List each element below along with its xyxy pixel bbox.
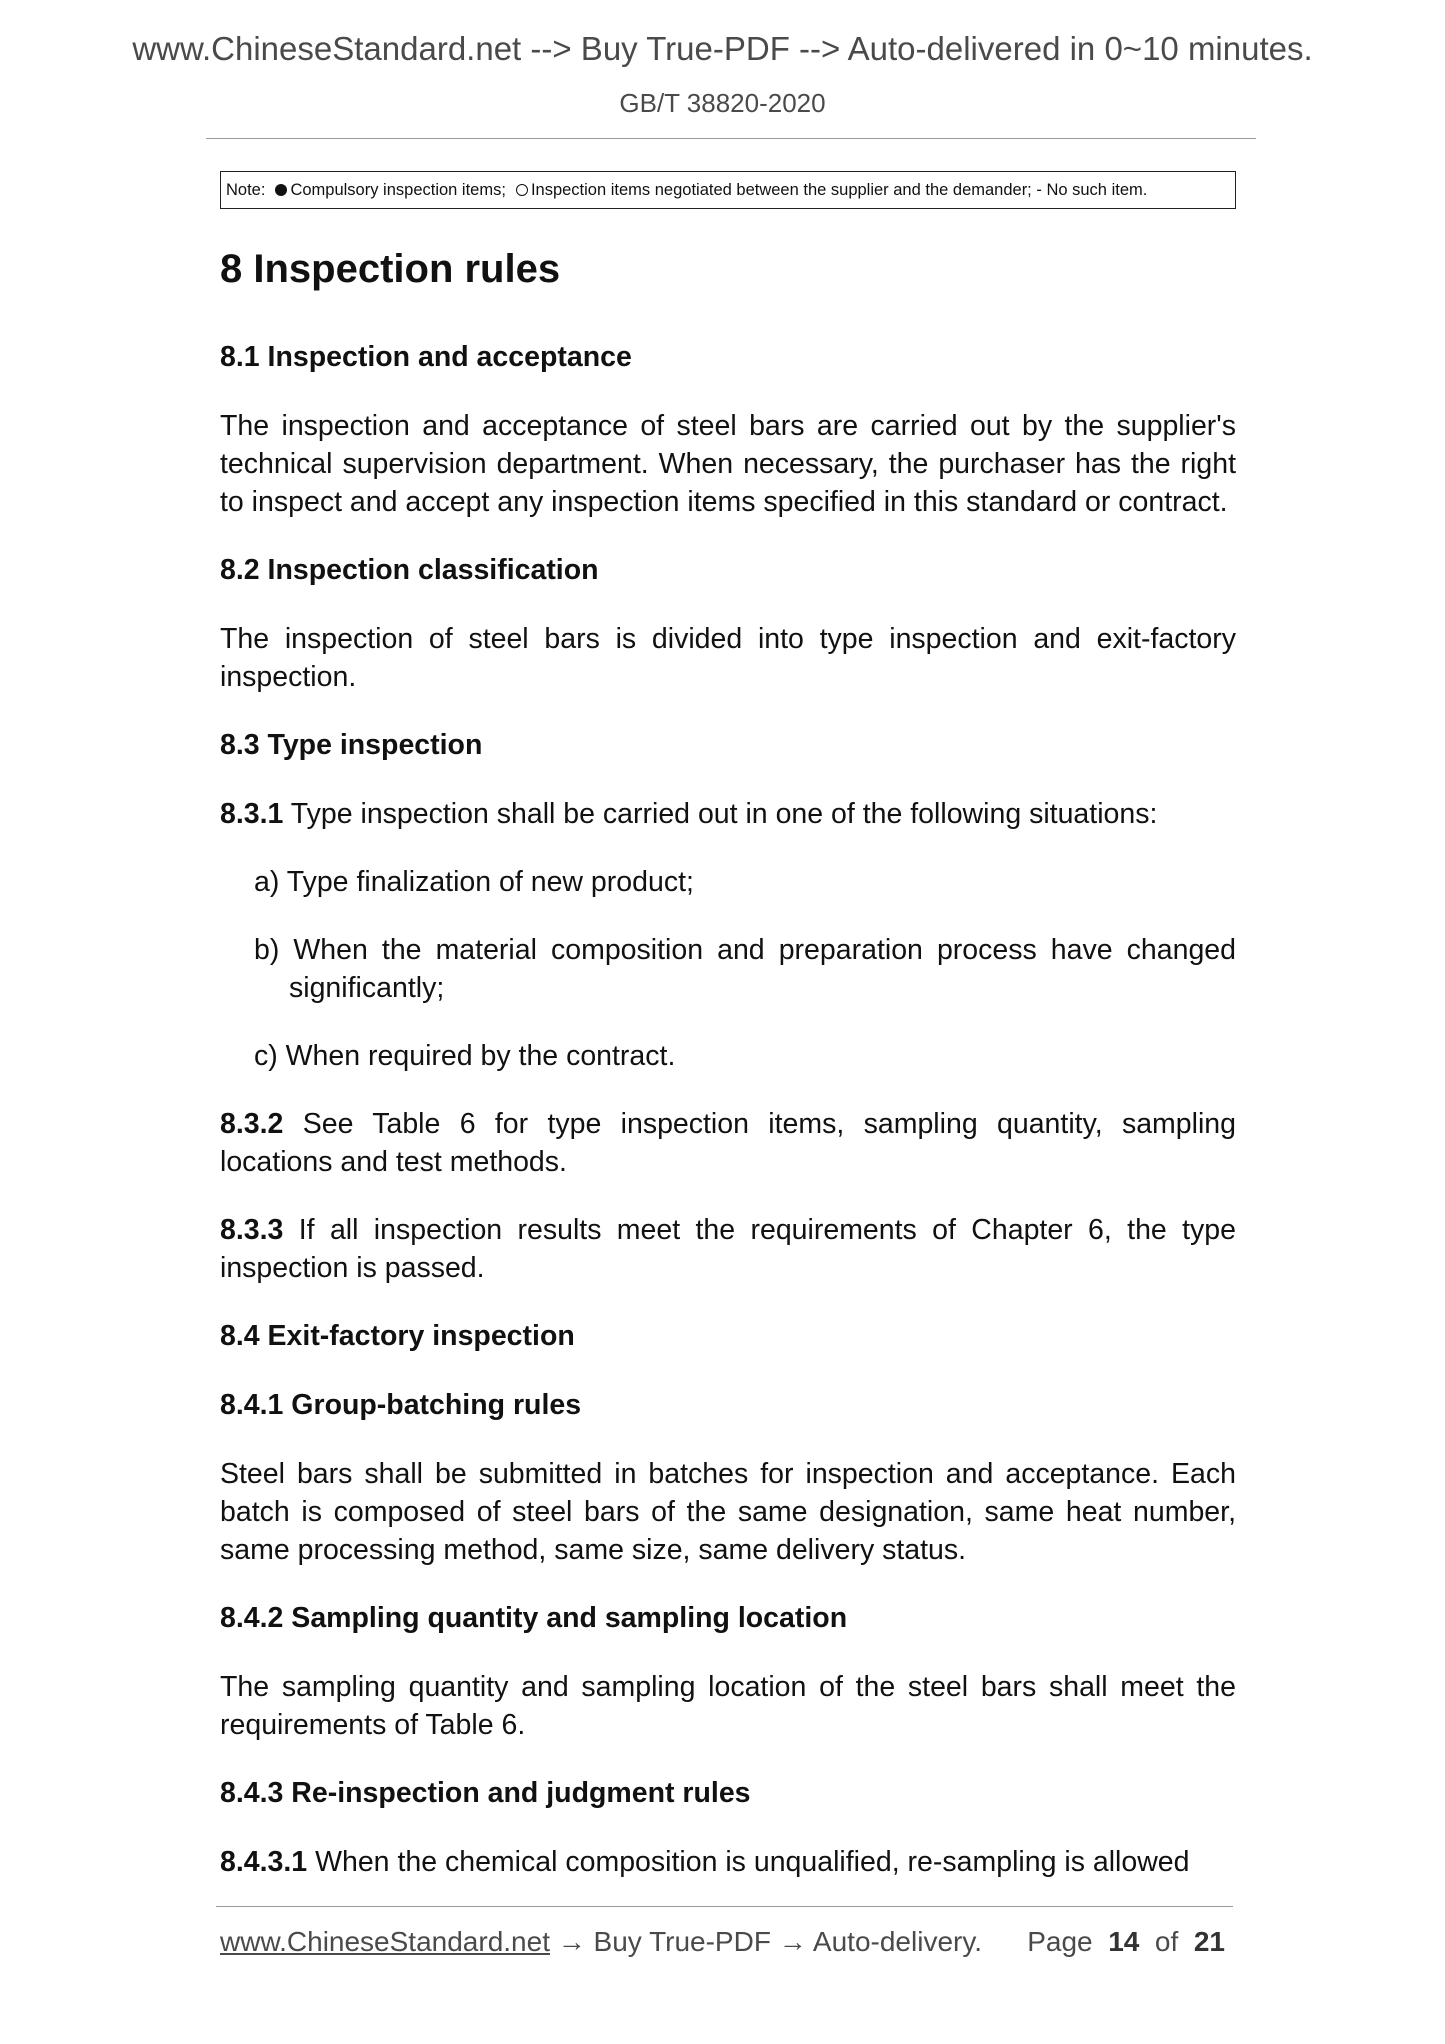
heading-8-1: 8.1 Inspection and acceptance xyxy=(220,341,632,373)
paragraph-8-4-3-1: 8.4.3.1 When the chemical composition is unqualified, re-sampling is allowed xyxy=(220,1846,1190,1878)
page-number: 14 xyxy=(1108,1926,1140,1957)
clause-number: 8.3.2 xyxy=(220,1108,284,1140)
footer-divider xyxy=(216,1906,1233,1907)
clause-number: 8.3.3 xyxy=(220,1214,284,1246)
section-title: 8 Inspection rules xyxy=(220,247,561,291)
heading-8-4-2: 8.4.2 Sampling quantity and sampling location xyxy=(220,1602,848,1634)
page-total: 21 xyxy=(1193,1926,1225,1957)
note-none: - No such item. xyxy=(1036,180,1148,199)
filled-circle-icon xyxy=(275,184,287,196)
heading-8-4: 8.4 Exit-factory inspection xyxy=(220,1320,575,1352)
header-banner: www.ChineseStandard.net --> Buy True-PDF --> Auto-delivered in 0~10 minutes. xyxy=(132,30,1313,67)
footer-link[interactable]: www.ChineseStandard.net xyxy=(220,1926,550,1957)
main-content xyxy=(220,244,1236,1911)
note-negotiated: Inspection items negotiated between the supplier and the demander; xyxy=(530,180,1032,199)
list-item-a: a) Type finalization of new product; xyxy=(254,866,694,898)
list-item-c: c) When required by the contract. xyxy=(254,1040,676,1072)
heading-8-3: 8.3 Type inspection xyxy=(220,729,483,761)
paragraph-8-4-1: Steel bars shall be submitted in batches for inspection and acceptance. Each batch is composed of steel bars of the same designation, same heat number, same processing method, same size, same delivery status. xyxy=(220,1458,1236,1566)
footer-tail: → Buy True-PDF → Auto-delivery. xyxy=(549,1926,983,1957)
paragraph-8-3-2: 8.3.2 See Table 6 for type inspection items, sampling quantity, sampling locations and test methods. xyxy=(220,1108,1236,1178)
note-compulsory: Compulsory inspection items; xyxy=(290,180,506,199)
footer-left xyxy=(220,1926,982,1958)
heading-8-4-1: 8.4.1 Group-batching rules xyxy=(220,1389,582,1421)
heading-8-2: 8.2 Inspection classification xyxy=(220,554,599,586)
header-divider xyxy=(206,138,1256,139)
heading-8-4-3: 8.4.3 Re-inspection and judgment rules xyxy=(220,1777,751,1809)
clause-number: 8.3.1 xyxy=(220,798,284,830)
paragraph-8-3-3: 8.3.3 If all inspection results meet the requirements of Chapter 6, the type inspection is passed. xyxy=(220,1214,1236,1284)
paragraph-8-2: The inspection of steel bars is divided into type inspection and exit-factory inspection. xyxy=(220,623,1236,693)
open-circle-icon xyxy=(516,184,528,196)
paragraph-8-4-2: The sampling quantity and sampling location of the steel bars shall meet the requirements of Table 6. xyxy=(220,1671,1236,1741)
note-prefix: Note: xyxy=(226,180,266,199)
paragraph-8-1: The inspection and acceptance of steel bars are carried out by the supplier's technical supervision department. When necessary, the purchaser has the right to inspect and accept any inspection items specified in this standard or contract. xyxy=(220,410,1236,518)
page-indicator: Page 14 of 21 xyxy=(1027,1926,1225,1957)
clause-number: 8.4.3.1 xyxy=(220,1846,308,1878)
document-code: GB/T 38820-2020 xyxy=(619,88,826,118)
note-box xyxy=(220,171,1236,209)
list-item-b: b) When the material composition and preparation process have changed significantly; xyxy=(254,934,1236,1004)
paragraph-8-3-1: 8.3.1 Type inspection shall be carried out in one of the following situations: xyxy=(220,798,1158,830)
